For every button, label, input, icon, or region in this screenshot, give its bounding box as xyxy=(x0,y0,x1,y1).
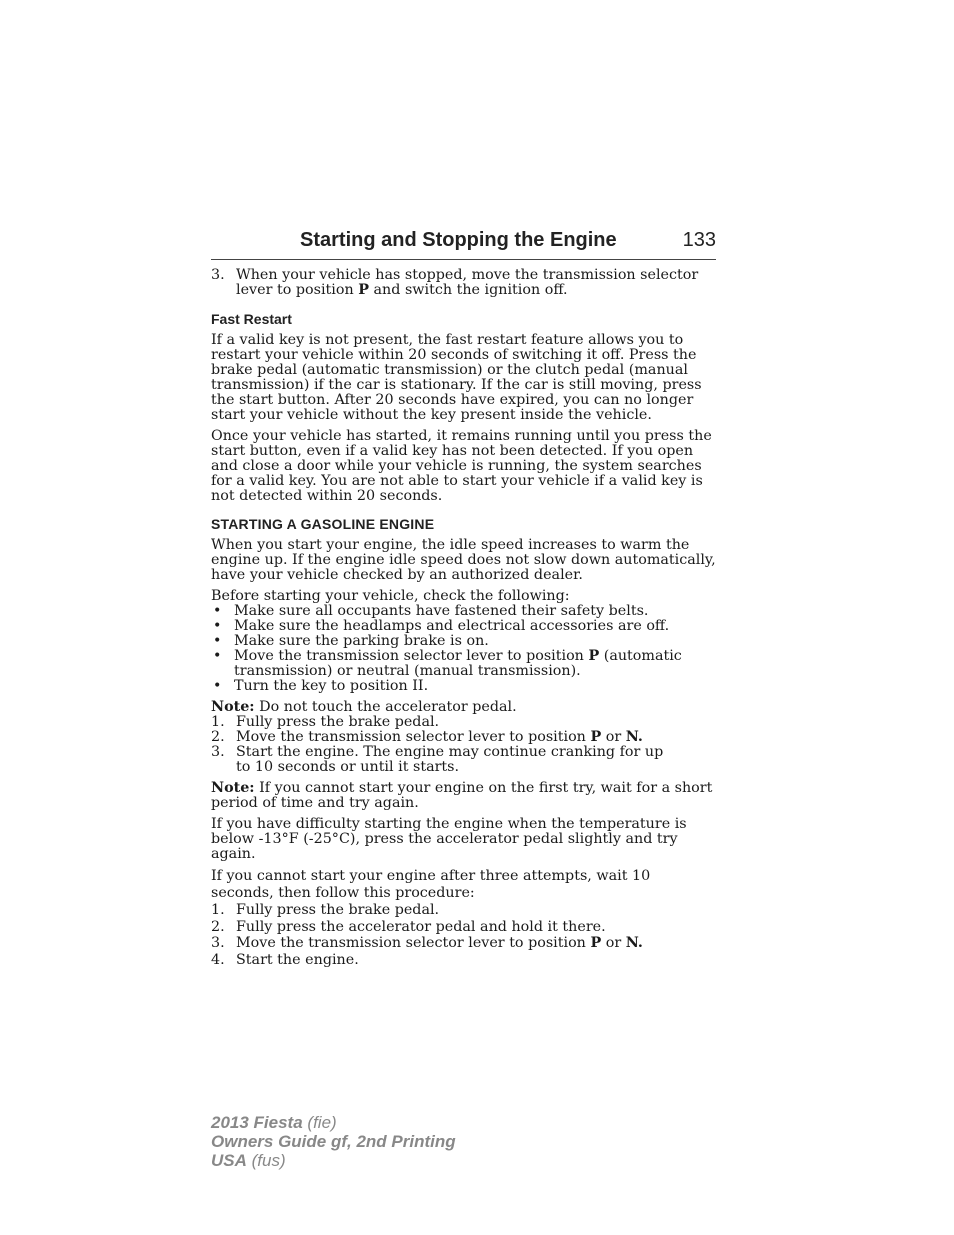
page-header xyxy=(211,229,716,260)
bullet-icon: • xyxy=(213,603,222,619)
note-2: Note: If you cannot start your engine on the first try, wait for a short period of time and try again. xyxy=(211,780,713,811)
page-body xyxy=(211,268,721,968)
document-footer xyxy=(211,1113,456,1170)
procedure-step: 1. Fully press the brake pedal. xyxy=(211,902,440,918)
checklist-item: • Make sure the headlamps and electrical accessories are off. xyxy=(213,618,670,634)
procedure-step: 4. Start the engine. xyxy=(211,951,359,968)
checklist-item: • Move the transmission selector lever to position P (automatic transmission) or neutral (manual transmission). xyxy=(213,648,682,679)
checklist-intro: Before starting your vehicle, check the following: xyxy=(211,588,570,604)
procedure-step: 3. Move the transmission selector lever to position P or N. xyxy=(211,935,643,951)
start-step: 1. Fully press the brake pedal. xyxy=(211,714,440,730)
bullet-icon: • xyxy=(213,633,222,649)
footer-model: 2013 Fiesta (fie) xyxy=(211,1113,337,1132)
start-step: 3. Start the engine. The engine may continue cranking for up to 10 seconds or until it starts. xyxy=(211,744,664,775)
step-text-cont: to position P and switch the ignition off. xyxy=(276,282,568,298)
page-number: 133 xyxy=(682,229,716,251)
footer-guide: Owners Guide gf, 2nd Printing xyxy=(211,1132,456,1151)
page-title: Starting and Stopping the Engine xyxy=(300,229,617,251)
footer-market: USA (fus) xyxy=(211,1151,286,1170)
section-heading-fast-restart: Fast Restart xyxy=(211,311,292,327)
checklist-item: • Make sure the parking brake is on. xyxy=(213,633,489,649)
fast-restart-paragraph-1: If a valid key is not present, the fast restart feature allows you to restart your vehicle within 20 seconds of switching it off. Press the brake pedal (automatic transmission) or the clutch pedal (manual transmission) if the car is stationary. If the car is still moving, press the start button. After 20 seconds have expired, you can no longer start your vehicle without the key present inside the vehicle. xyxy=(211,332,702,423)
bullet-icon: • xyxy=(213,618,222,634)
cold-start-paragraph: If you have difficulty starting the engine when the temperature is below -13°F (-25°C), press the accelerator pedal slightly and try again. xyxy=(211,816,687,862)
bullet-icon: • xyxy=(213,678,222,694)
note-1: Note: Do not touch the accelerator pedal. xyxy=(211,699,517,715)
intro-step-3 xyxy=(211,268,721,298)
attempts-paragraph: If you cannot start your engine after three attempts, wait 10 seconds, then follow this procedure: xyxy=(211,868,651,901)
checklist-item: • Make sure all occupants have fastened their safety belts. xyxy=(213,603,649,619)
checklist-item: • Turn the key to position II. xyxy=(213,678,429,694)
fast-restart-paragraph-2: Once your vehicle has started, it remains running until you press the start button, even if a valid key has not been detected. If you open and close a door while your vehicle is running, the system searches for a valid key. You are not able to start your vehicle if a valid key is not detected within 20 seconds. xyxy=(211,428,712,504)
step-number: 3. xyxy=(211,267,225,283)
gasoline-paragraph-1: When you start your engine, the idle speed increases to warm the engine up. If the engine idle speed does not slow down automatically, have your vehicle checked by an authorized dealer. xyxy=(211,537,716,583)
section-heading-gasoline-engine: STARTING A GASOLINE ENGINE xyxy=(211,516,435,532)
start-step: 2. Move the transmission selector lever to position P or N. xyxy=(211,729,643,745)
bullet-icon: • xyxy=(213,648,222,664)
step-text: When your vehicle has stopped, move the transmission selector lever xyxy=(236,267,699,298)
procedure-step: 2. Fully press the accelerator pedal and hold it there. xyxy=(211,918,606,935)
